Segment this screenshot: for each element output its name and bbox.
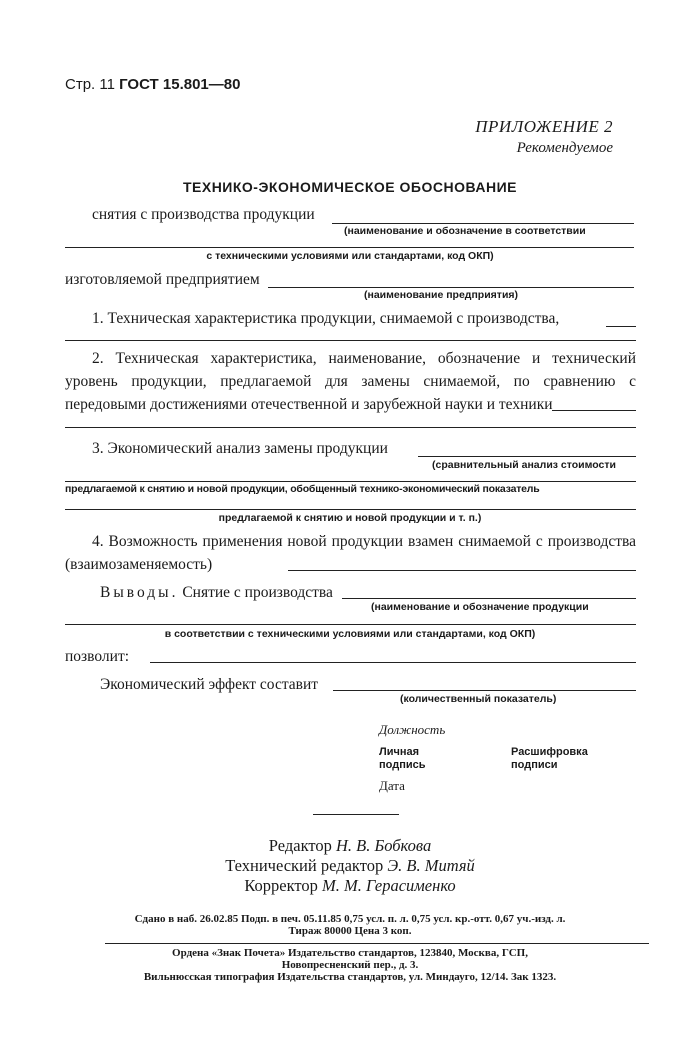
hint-cost-3: предлагаемой к снятию и новой продукции и т. п.) (218, 512, 482, 524)
item-2-text: 2. Техническая характеристика, наименование, обозначение и технический уровень продукции, предлагаемой для замены снимаемой, по сравнению с передовыми достижениями отечественной и зарубежной науки и техники (65, 350, 636, 413)
removal-label: снятия с производства продукции (92, 206, 315, 223)
date-label: Дата (379, 778, 405, 793)
imprint-line-4: Новопресненский пер., д. 3. (281, 959, 419, 971)
editor-role: Редактор (268, 836, 332, 855)
hint-cost-1: (сравнительный анализ стоимости (432, 459, 616, 471)
item-2 (65, 347, 636, 416)
allows-label: позволит: (65, 648, 130, 665)
tech-editor-name: Э. В. Митяй (387, 856, 475, 875)
imprint-line-2: Тираж 80000 Цена 3 коп. (288, 925, 412, 937)
hint-quant: (количественный показатель) (400, 693, 557, 705)
fill-line (65, 427, 636, 428)
hint-product: (наименование и обозначение продукции (371, 601, 589, 613)
page-header (65, 76, 240, 93)
signature-decoding (511, 746, 588, 772)
hint-product-2: в соответствии с техническими условиями или стандартами, код ОКП) (164, 628, 536, 640)
personal-label: Личная (379, 746, 420, 758)
signature-word-2: подписи (511, 759, 558, 771)
hint-name-1: (наименование и обозначение в соответствии (344, 225, 586, 237)
fill-line (552, 410, 636, 411)
fill-line (65, 509, 636, 510)
imprint-line-1: Сдано в наб. 26.02.85 Подп. в печ. 05.11.85 0,75 усл. п. л. 0,75 усл. кр.-отт. 0,67 уч.-изд. л. (134, 913, 566, 925)
fill-line (332, 223, 634, 224)
fill-line (150, 662, 636, 663)
corrector-role: Корректор (244, 876, 318, 895)
item-4-text: 4. Возможность применения новой продукции взамен снимаемой с производства (взаимозаменяемость) (65, 533, 636, 573)
fill-line (418, 456, 636, 457)
fill-line (65, 247, 634, 248)
fill-line (288, 570, 636, 571)
hint-cost-2: предлагаемой к снятию и новой продукции, обобщенный технико-экономический показатель (65, 483, 540, 495)
hint-name-2: с техническими условиями или стандартами, код ОКП) (206, 250, 494, 262)
standard-number: ГОСТ 15.801—80 (119, 76, 241, 93)
fill-line (333, 690, 636, 691)
fill-line (65, 481, 636, 482)
divider (313, 814, 399, 815)
manufactured-label: изготовляемой предприятием (65, 271, 260, 288)
effect-label: Экономический эффект составит (100, 676, 319, 693)
imprint-line-5: Вильнюсская типография Издательства стандартов, ул. Миндауго, 12/14. Зак 1323. (143, 971, 557, 983)
decoding-label: Расшифровка (511, 746, 588, 758)
signature-word: подпись (379, 759, 426, 771)
position-label: Должность (379, 722, 446, 737)
fill-line (268, 287, 634, 288)
editor-credit (0, 836, 700, 856)
appendix-title: ПРИЛОЖЕНИЕ 2 (475, 117, 613, 136)
page-number: Стр. 11 (65, 76, 115, 93)
conclusions-label: Выводы. (100, 584, 179, 601)
imprint-divider (105, 943, 649, 944)
tech-editor-role: Технический редактор (225, 856, 384, 875)
conclusions-text: Снятие с производства (182, 584, 333, 601)
document-title: ТЕХНИКО-ЭКОНОМИЧЕСКОЕ ОБОСНОВАНИЕ (182, 179, 518, 195)
appendix-status: Рекомендуемое (516, 140, 613, 156)
hint-enterprise: (наименование предприятия) (364, 289, 519, 301)
conclusions (100, 584, 333, 602)
item-1: 1. Техническая характеристика продукции, снимаемой с производства, (92, 310, 560, 327)
fill-line (65, 624, 636, 625)
fill-line (65, 340, 636, 341)
tech-editor-credit (0, 856, 700, 876)
editor-name: Н. В. Бобкова (336, 836, 432, 855)
corrector-credit (0, 876, 700, 896)
personal-signature (379, 746, 426, 772)
fill-line (342, 598, 636, 599)
imprint-line-3: Ордена «Знак Почета» Издательство стандартов, 123840, Москва, ГСП, (172, 947, 528, 959)
fill-line (606, 326, 636, 327)
corrector-name: М. М. Герасименко (322, 876, 456, 895)
item-3: 3. Экономический анализ замены продукции (92, 440, 388, 457)
